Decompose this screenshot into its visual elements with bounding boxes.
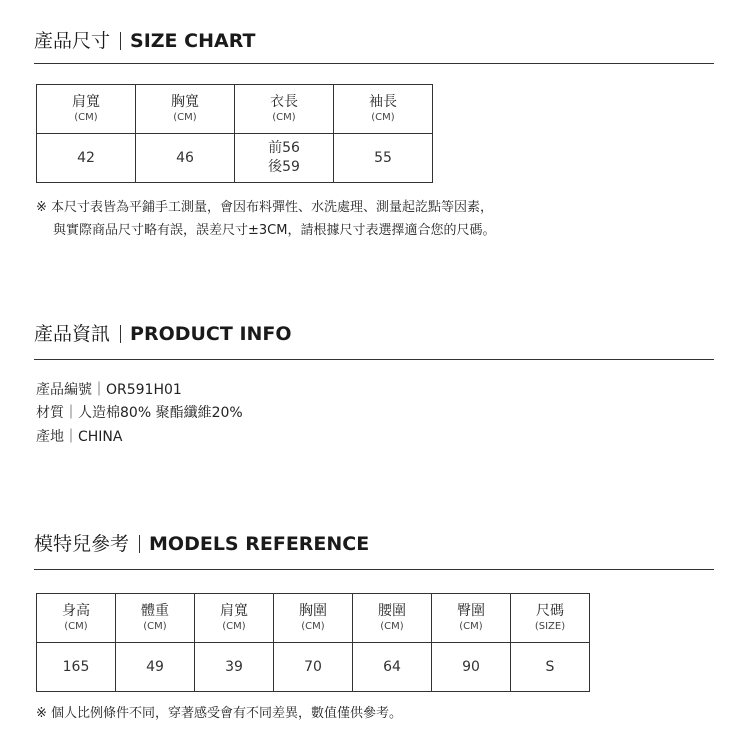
- product-info-title: [34, 322, 292, 346]
- value-line-1: 前56: [268, 140, 300, 156]
- value-line-2: 後59: [268, 159, 300, 175]
- header-unit: (CM): [222, 621, 246, 632]
- size-chart-value-cell: 55: [334, 134, 433, 183]
- product-info-title-zh: 產品資訊: [34, 323, 111, 345]
- models-title: [34, 532, 369, 556]
- size-chart-header-cell: [334, 85, 433, 134]
- origin-line: 產地｜CHINA: [36, 429, 123, 445]
- models-value-cell: 64: [353, 643, 432, 692]
- models-value-cell: 49: [116, 643, 195, 692]
- header-label: 胸寬: [171, 94, 199, 110]
- size-chart-title: [34, 29, 255, 53]
- models-value-cell: 165: [37, 643, 116, 692]
- header-label: 體重: [141, 603, 169, 619]
- size-chart-note-line-1: ※ 本尺寸表皆為平鋪手工測量，會因布料彈性、水洗處理、測量起訖點等因素，: [36, 200, 494, 215]
- header-unit: (CM): [301, 621, 325, 632]
- header-unit: (CM): [380, 621, 404, 632]
- size-chart-value-cell: 46: [136, 134, 235, 183]
- header-unit: (CM): [371, 112, 395, 123]
- models-note: ※ 個人比例條件不同，穿著感受會有不同差異，數值僅供參考。: [36, 706, 403, 721]
- header-label: 肩寬: [72, 94, 100, 110]
- models-header-cell: [195, 594, 274, 643]
- models-header-cell: [432, 594, 511, 643]
- size-chart-header-cell: [136, 85, 235, 134]
- header-label: 尺碼: [536, 603, 564, 619]
- header-unit: (CM): [272, 112, 296, 123]
- models-header-cell: [37, 594, 116, 643]
- header-label: 衣長: [270, 94, 298, 110]
- header-label: 肩寬: [220, 603, 248, 619]
- models-header-row: [37, 594, 590, 643]
- header-unit: (CM): [74, 112, 98, 123]
- size-chart-title-en: SIZE CHART: [130, 30, 256, 52]
- size-chart-value-cell: [235, 134, 334, 183]
- models-value-cell: S: [511, 643, 590, 692]
- size-chart-header-row: [37, 85, 433, 134]
- models-header-cell: [116, 594, 195, 643]
- models-value-cell: 70: [274, 643, 353, 692]
- size-chart-table: [36, 84, 433, 183]
- size-chart-note: [36, 196, 495, 242]
- models-table: [36, 593, 590, 692]
- product-code-line: 產品編號｜OR591H01: [36, 382, 182, 398]
- models-header-cell: [353, 594, 432, 643]
- product-info-rule: [34, 359, 714, 360]
- header-label: 臀圍: [457, 603, 485, 619]
- models-value-cell: 90: [432, 643, 511, 692]
- header-unit: (CM): [459, 621, 483, 632]
- title-divider: [139, 535, 140, 553]
- header-label: 袖長: [369, 94, 397, 110]
- header-unit: (CM): [143, 621, 167, 632]
- title-divider: [120, 325, 121, 343]
- size-chart-header-cell: [235, 85, 334, 134]
- header-unit: (CM): [64, 621, 88, 632]
- models-header-cell: [511, 594, 590, 643]
- size-chart-rule: [34, 63, 714, 64]
- header-unit: (CM): [173, 112, 197, 123]
- header-label: 身高: [62, 603, 90, 619]
- size-chart-header-cell: [37, 85, 136, 134]
- models-header-cell: [274, 594, 353, 643]
- header-label: 腰圍: [378, 603, 406, 619]
- models-value-cell: 39: [195, 643, 274, 692]
- size-chart-note-line-2: 與實際商品尺寸略有誤，誤差尺寸±3CM，請根據尺寸表選擇適合您的尺碼。: [53, 223, 496, 238]
- models-value-row: [37, 643, 590, 692]
- title-divider: [120, 32, 121, 50]
- models-title-zh: 模特兒參考: [34, 533, 130, 555]
- material-line: 材質｜人造棉80% 聚酯纖維20%: [36, 405, 243, 421]
- header-label: 胸圍: [299, 603, 327, 619]
- product-info-title-en: PRODUCT INFO: [130, 323, 292, 345]
- size-chart-value-cell: 42: [37, 134, 136, 183]
- models-rule: [34, 569, 714, 570]
- header-unit: (SIZE): [534, 621, 566, 632]
- size-chart-title-zh: 產品尺寸: [34, 30, 111, 52]
- models-title-en: MODELS REFERENCE: [149, 533, 370, 555]
- size-chart-value-row: [37, 134, 433, 183]
